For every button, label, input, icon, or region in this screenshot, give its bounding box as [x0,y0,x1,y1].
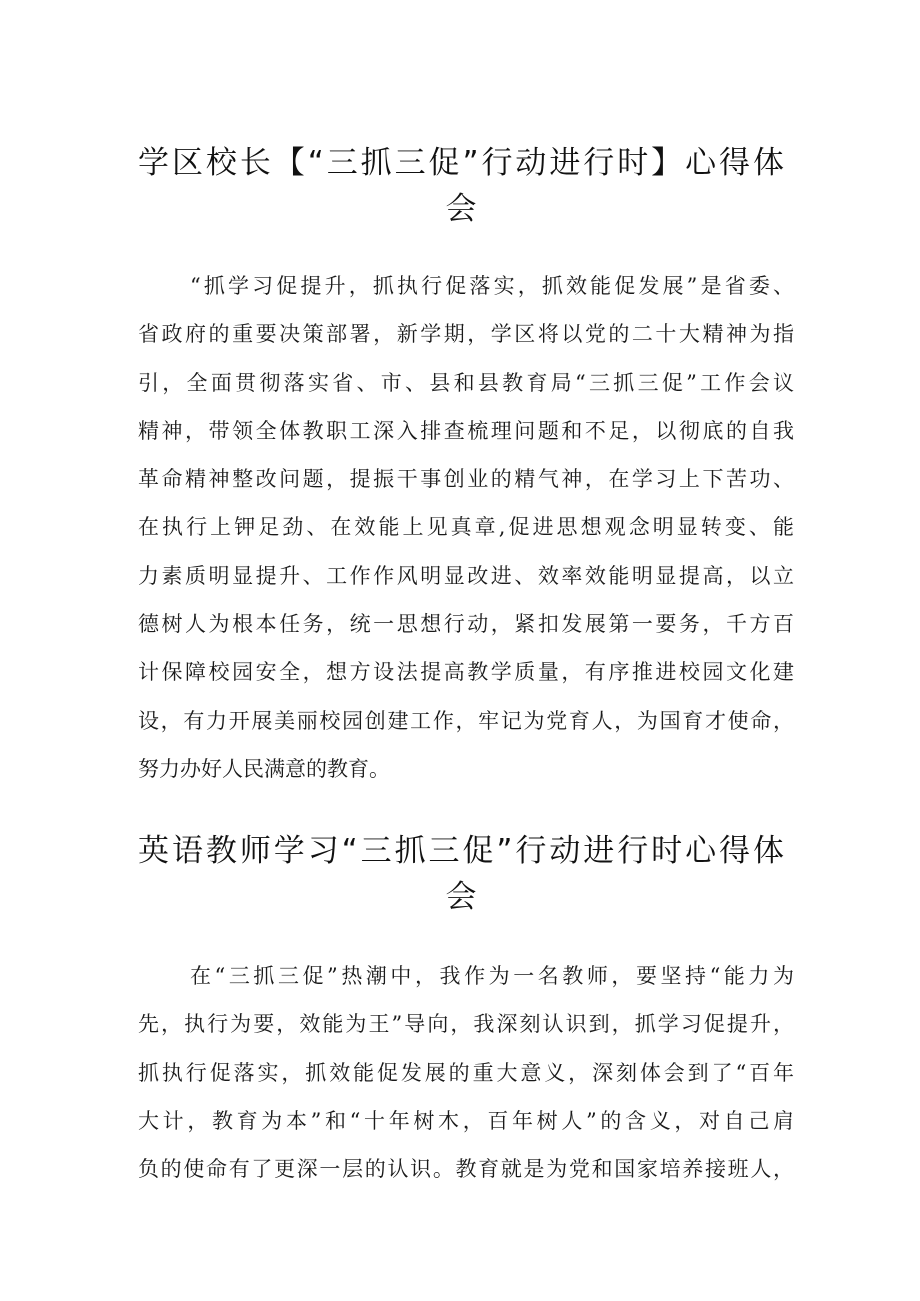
title-line: 会 [445,879,477,915]
paragraph-line: 力素质明显提升、工作作风明显改进、效率效能明显提高，以立 [138,563,794,588]
section-paragraph-english-teacher [138,952,794,1193]
section-paragraph-principal [138,262,794,793]
paragraph-line: “抓学习促提升，抓执行促落实，抓效能促发展”是省委、 [190,274,794,298]
paragraph-line: 德树人为根本任务，统一思想行动，紧扣发展第一要务，千方百 [138,612,794,637]
title-line: 英语教师学习“三抓三促”行动进行时心得体 [138,833,784,869]
paragraph-line: 大计，教育为本”和“十年树木，百年树人”的含义，对自己肩 [138,1108,794,1133]
paragraph-line: 在执行上钾足劲、在效能上见真章,促进思想观念明显转变、能 [138,515,794,540]
paragraph-line: 先，执行为要，效能为王”导向，我深刻认识到，抓学习促提升， [138,1012,794,1037]
paragraph-line: 精神，带领全体教职工深入排查梳理问题和不足，以彻底的自我 [138,418,794,443]
paragraph-line: 引，全面贯彻落实省、市、县和县教育局“三抓三促”工作会议 [138,370,794,395]
section-title-principal [138,140,784,232]
paragraph-line: 努力办好人民满意的教育。 [138,756,390,781]
paragraph-line: 计保障校园安全，想方设法提高教学质量，有序推进校园文化建 [138,660,794,685]
section-title-english-teacher [138,828,784,920]
title-line: 会 [445,191,477,227]
paragraph-line: 抓执行促落实，抓效能促发展的重大意义，深刻体会到了“百年 [138,1060,794,1085]
paragraph-line: 设，有力开展美丽校园创建工作，牢记为党育人，为国育才使命， [138,708,794,733]
paragraph-line: 省政府的重要决策部署，新学期，学区将以党的二十大精神为指 [138,322,794,347]
paragraph-line: 在“三抓三促”热潮中，我作为一名教师，要坚持“能力为 [190,964,794,988]
title-line: 学区校长【“三抓三促”行动进行时】心得体 [138,145,784,181]
paragraph-line: 革命精神整改问题，提振干事创业的精气神，在学习上下苦功、 [138,467,794,492]
paragraph-line: 负的使命有了更深一层的认识。教育就是为党和国家培养接班人， [138,1157,794,1182]
